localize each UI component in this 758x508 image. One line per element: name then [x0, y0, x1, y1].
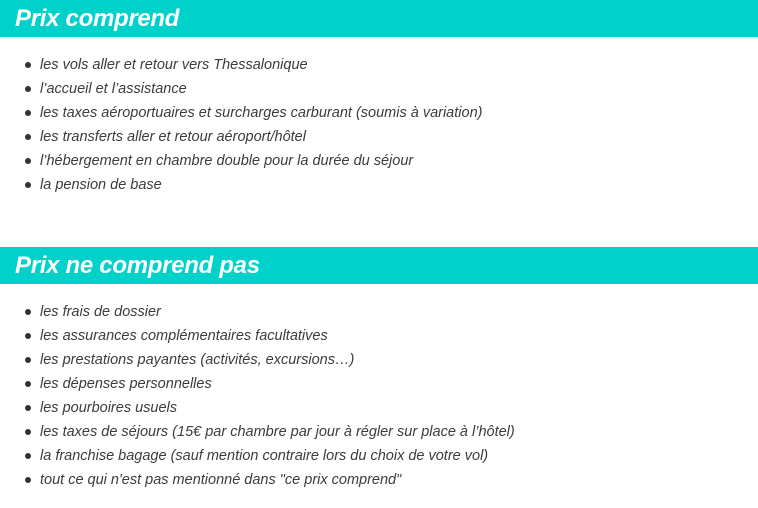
list-item [0, 173, 482, 197]
list-item-text: les dépenses personnelles [40, 376, 212, 392]
list-item-text: les prestations payantes (activités, excursions…) [40, 352, 355, 368]
list-item [0, 396, 515, 420]
bullet-icon [25, 453, 31, 459]
list-item-text: les vols aller et retour vers Thessalonique [40, 57, 308, 73]
bullet-icon [25, 182, 31, 188]
section-header-included [0, 0, 758, 37]
bullet-icon [25, 381, 31, 387]
section-title-included: Prix comprend [15, 5, 180, 32]
list-item [0, 468, 515, 492]
bullet-icon [25, 429, 31, 435]
list-item [0, 324, 515, 348]
list-item-text: la pension de base [40, 177, 162, 193]
list-item [0, 149, 482, 173]
list-item [0, 101, 482, 125]
list-item-text: les frais de dossier [40, 304, 161, 320]
list-item-text: les taxes de séjours (15€ par chambre par jour à régler sur place à l’hôtel) [40, 424, 515, 440]
bullet-icon [25, 405, 31, 411]
list-item [0, 77, 482, 101]
bullet-icon [25, 158, 31, 164]
list-item-text: tout ce qui n'est pas mentionné dans "ce prix comprend" [40, 472, 402, 488]
list-item-text: les taxes aéroportuaires et surcharges carburant (soumis à variation) [40, 105, 483, 121]
list-item [0, 125, 482, 149]
bullet-icon [25, 110, 31, 116]
list-item-text: l’hébergement en chambre double pour la durée du séjour [40, 153, 414, 169]
bullet-icon [25, 309, 31, 315]
list-item-text: les pourboires usuels [40, 400, 178, 416]
list-item [0, 300, 515, 324]
list-item-text: les assurances complémentaires facultatives [40, 328, 328, 344]
list-item-text: les transferts aller et retour aéroport/hôtel [40, 129, 306, 145]
section-header-not-included [0, 247, 758, 284]
list-item [0, 372, 515, 396]
bullet-icon [25, 86, 31, 92]
list-item [0, 444, 515, 468]
list-item [0, 420, 515, 444]
bullet-icon [25, 62, 31, 68]
not-included-list [0, 300, 515, 492]
list-item-text: l’accueil et l’assistance [40, 81, 187, 97]
bullet-icon [25, 357, 31, 363]
bullet-icon [25, 477, 31, 483]
bullet-icon [25, 134, 31, 140]
included-list [0, 53, 482, 197]
bullet-icon [25, 333, 31, 339]
section-title-not-included: Prix ne comprend pas [15, 252, 260, 279]
list-item [0, 348, 515, 372]
list-item [0, 53, 482, 77]
list-item-text: la franchise bagage (sauf mention contraire lors du choix de votre vol) [40, 448, 489, 464]
